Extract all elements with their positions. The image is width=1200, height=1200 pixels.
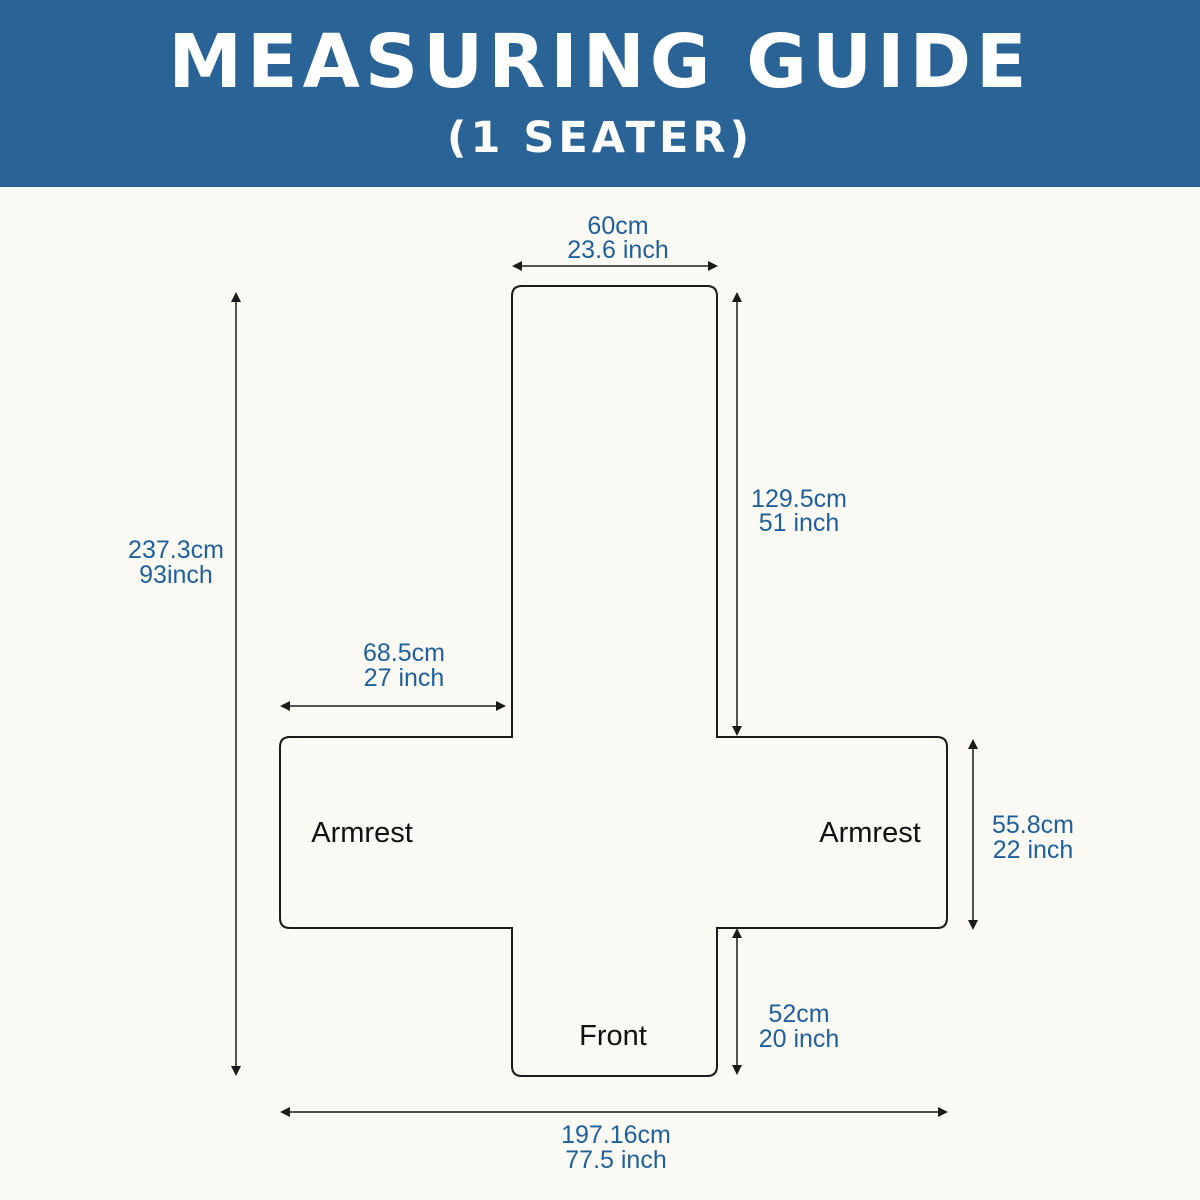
page-title: MEASURING GUIDE [168, 19, 1032, 105]
total-width-label [561, 1121, 671, 1174]
front-height-label [759, 1000, 840, 1053]
back-height-cm: 129.5cm [751, 485, 847, 513]
page-subtitle: (1 SEATER) [446, 113, 754, 163]
back-width-label [567, 212, 668, 264]
front-height-cm: 52cm [768, 1000, 830, 1028]
total-width-cm: 197.16cm [561, 1121, 671, 1149]
armrest-width-inch: 27 inch [363, 664, 445, 692]
armrest-depth-label [992, 811, 1074, 864]
front-height-inch: 20 inch [758, 1025, 840, 1053]
back-width-inch: 23.6 inch [567, 236, 669, 264]
back-height-label [751, 485, 847, 537]
back-height-inch: 51 inch [758, 509, 840, 537]
left-armrest-label: Armrest [311, 817, 413, 849]
total-width-inch: 77.5 inch [565, 1146, 667, 1174]
armrest-depth-inch: 22 inch [992, 836, 1074, 864]
back-width-cm: 60cm [587, 212, 649, 240]
total-height-label [128, 536, 224, 589]
armrest-depth-cm: 55.8cm [992, 811, 1074, 839]
armrest-width-cm: 68.5cm [363, 639, 445, 667]
armrest-width-label [363, 639, 445, 692]
right-armrest-label: Armrest [819, 817, 921, 849]
total-height-inch: 93inch [139, 561, 213, 589]
total-height-cm: 237.3cm [128, 536, 224, 564]
front-label: Front [579, 1020, 647, 1052]
